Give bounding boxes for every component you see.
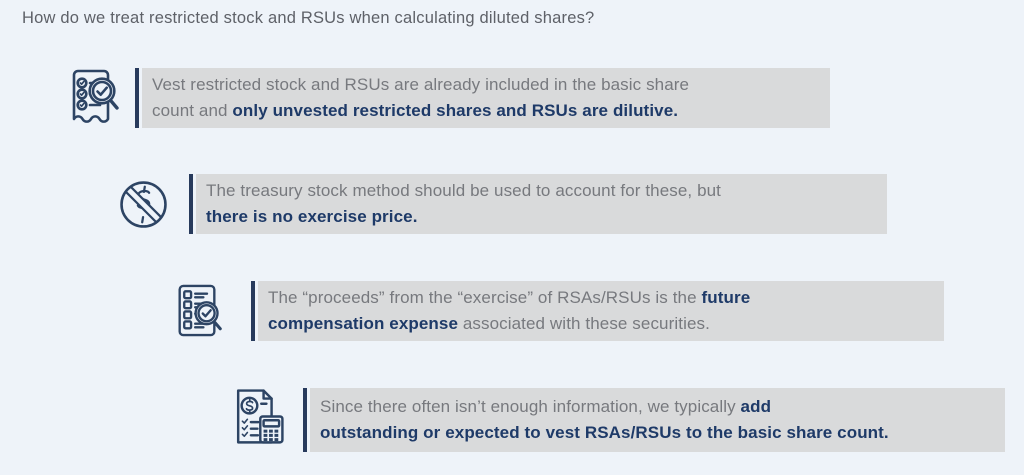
- callout-accent-bar: [303, 388, 307, 452]
- page-title: How do we treat restricted stock and RSUs when calculating diluted shares?: [22, 9, 595, 27]
- callout-panel: [310, 388, 1005, 452]
- callout-text-line: [152, 98, 816, 124]
- text-segment-bold: only unvested restricted shares and RSUs are dilutive.: [232, 101, 679, 120]
- callout-text-line: [320, 394, 991, 420]
- receipt-checklist-magnifier-icon: [56, 64, 124, 132]
- callout-panel: [142, 68, 830, 128]
- callout-text-line: [268, 311, 930, 337]
- callout-text-line: [320, 420, 991, 446]
- text-segment-bold: compensation expense: [268, 314, 459, 333]
- callout-text-line: [206, 178, 873, 204]
- text-segment: The “proceeds” from the “exercise” of RSAs/RSUs is the: [268, 288, 702, 307]
- checklist-document-magnifier-icon: [166, 279, 228, 342]
- text-segment: Since there often isn’t enough information, we typically: [320, 397, 741, 416]
- callout-accent-bar: [251, 281, 255, 341]
- text-segment-bold: there is no exercise price.: [206, 207, 418, 226]
- callout-panel: [196, 174, 887, 234]
- invoice-calculator-icon: [225, 383, 289, 449]
- callout-text-line: [152, 72, 816, 98]
- callout-3: [251, 281, 944, 341]
- text-segment: Vest restricted stock and RSUs are already included in the basic share: [152, 75, 690, 94]
- text-segment-bold: future: [701, 288, 751, 307]
- callout-text-line: [206, 204, 873, 230]
- callout-text-line: [268, 285, 930, 311]
- callout-accent-bar: [189, 174, 193, 234]
- callout-accent-bar: [135, 68, 139, 128]
- text-segment: The treasury stock method should be used to account for these, but: [206, 181, 722, 200]
- text-segment-bold: outstanding or expected to vest RSAs/RSUs to the basic share count.: [320, 423, 889, 442]
- callout-4: [303, 388, 1005, 452]
- text-segment: count and: [152, 101, 233, 120]
- no-dollar-icon: [114, 175, 173, 234]
- callout-2: [189, 174, 887, 234]
- callout-panel: [258, 281, 944, 341]
- callout-1: [135, 68, 830, 128]
- text-segment: associated with these securities.: [458, 314, 710, 333]
- text-segment-bold: add: [740, 397, 772, 416]
